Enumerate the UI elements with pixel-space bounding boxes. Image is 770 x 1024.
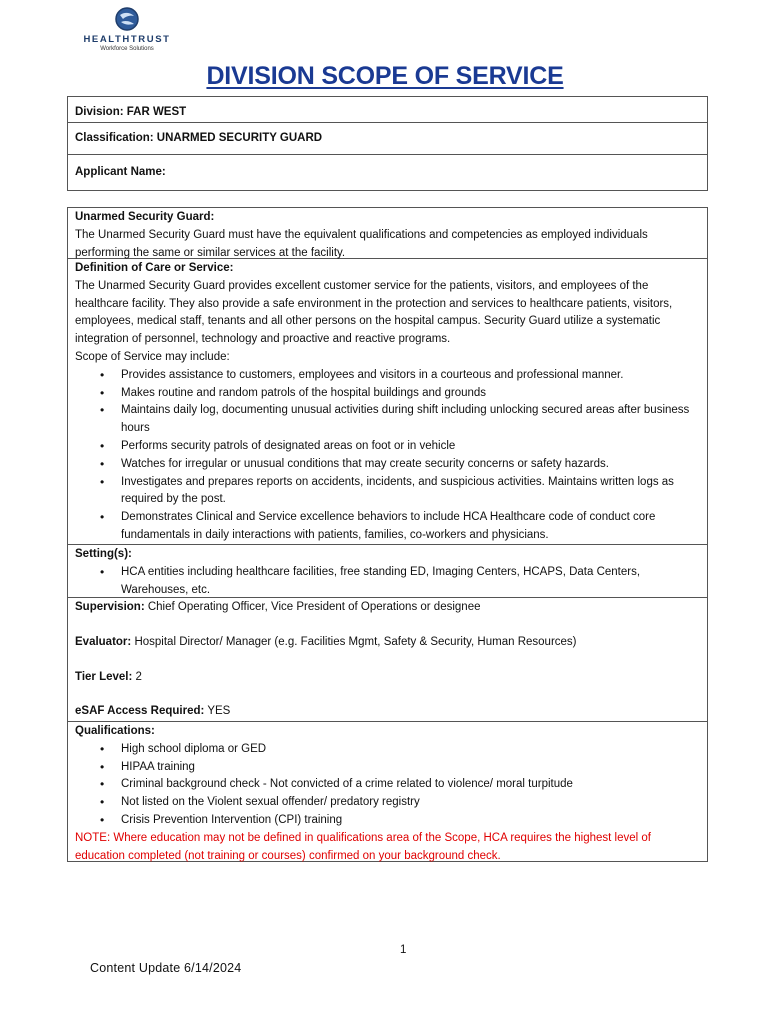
classification-row: Classification: UNARMED SECURITY GUARD (68, 123, 707, 155)
evaluator-label: Evaluator: (75, 635, 132, 648)
logo-subtitle: Workforce Solutions (100, 46, 154, 52)
list-item: • Makes routine and random patrols of the hospital buildings and grounds (75, 385, 700, 403)
list-item: • HIPAA training (75, 759, 700, 777)
supervision-label: Supervision: (75, 601, 145, 613)
qualifications-section (68, 722, 707, 861)
page-title: DIVISION SCOPE OF SERVICE (206, 62, 564, 90)
esaf-value: YES (207, 705, 231, 718)
esaf-line (75, 703, 700, 721)
supervision-value: Chief Operating Officer, Vice President of Operations or designee (147, 601, 481, 613)
list-item: • Demonstrates Clinical and Service excellence behaviors to include HCA Healthcare code of conduct core fundamentals in daily interactions with patients, families, co-workers and physicians. (75, 509, 700, 545)
applicant-name-row: Applicant Name: (75, 166, 166, 178)
list-item: • High school diploma or GED (75, 741, 700, 759)
guard-text: The Unarmed Security Guard must have the equivalent qualifications and competencies as employed individuals performing the same or similar services at the facility. (75, 228, 648, 259)
supervision-line (75, 599, 700, 617)
definition-heading: Definition of Care or Service: (75, 262, 234, 274)
definition-section (68, 259, 707, 545)
page-number: 1 (400, 944, 407, 956)
settings-heading: Setting(s): (75, 548, 132, 560)
division-row: Division: FAR WEST (68, 97, 707, 123)
education-note: NOTE: Where education may not be defined in qualifications area of the Scope, HCA requires the highest level of education completed (not training or courses) confirmed on your background check. (75, 831, 651, 862)
list-item: • Watches for irregular or unusual conditions that may create security concerns or safety hazards. (75, 456, 700, 474)
tier-label: Tier Level: (75, 670, 133, 683)
evaluator-value: Hospital Director/ Manager (e.g. Facilities Mgmt, Safety & Security, Human Resources) (134, 635, 577, 648)
list-item: • Maintains daily log, documenting unusual activities during shift including unlocking secured areas after business hours (75, 402, 700, 438)
scope-list (75, 367, 700, 545)
list-item: • HCA entities including healthcare facilities, free standing ED, Imaging Centers, HCAPS, Data Centers, Warehouses, etc. (75, 564, 700, 600)
qualifications-list (75, 741, 700, 830)
settings-section (68, 545, 707, 598)
guard-heading: Unarmed Security Guard: (75, 211, 215, 223)
header-table (67, 96, 708, 191)
logo-brand: HEALTHTRUST (83, 34, 171, 45)
healthtrust-logo (72, 6, 182, 52)
footer-content-update: Content Update 6/14/2024 (90, 961, 242, 975)
scope-table (67, 207, 708, 862)
list-item: • Performs security patrols of designated areas on foot or in vehicle (75, 438, 700, 456)
qualifications-heading: Qualifications: (75, 725, 155, 737)
list-item: • Criminal background check - Not convicted of a crime related to violence/ moral turpitude (75, 776, 700, 794)
esaf-label: eSAF Access Required: (75, 705, 205, 718)
list-item: • Provides assistance to customers, employees and visitors in a courteous and professional manner. (75, 367, 700, 385)
definition-text: The Unarmed Security Guard provides excellent customer service for the patients, visitors, and employees of the healthcare facility. They also provide a safe environment in the protection and services to healthcare patients, visitors, employees, medical staff, tenants and all other persons on the hospital campus. Security Guard utilize a systematic integration of personnel, technology and proactive and reactive programs. (75, 279, 673, 346)
settings-list (75, 564, 700, 600)
supervision-section (68, 598, 707, 722)
guard-section (68, 208, 707, 259)
scope-intro: Scope of Service may include: (75, 350, 230, 363)
tier-value: 2 (135, 670, 142, 683)
list-item: • Investigates and prepares reports on accidents, incidents, and suspicious activities. Maintains written logs as required by the post. (75, 474, 700, 510)
list-item: • Crisis Prevention Intervention (CPI) training (75, 812, 700, 830)
tier-line (75, 669, 700, 687)
list-item: • Not listed on the Violent sexual offender/ predatory registry (75, 794, 700, 812)
globe-icon (114, 6, 140, 32)
evaluator-line (75, 634, 700, 652)
